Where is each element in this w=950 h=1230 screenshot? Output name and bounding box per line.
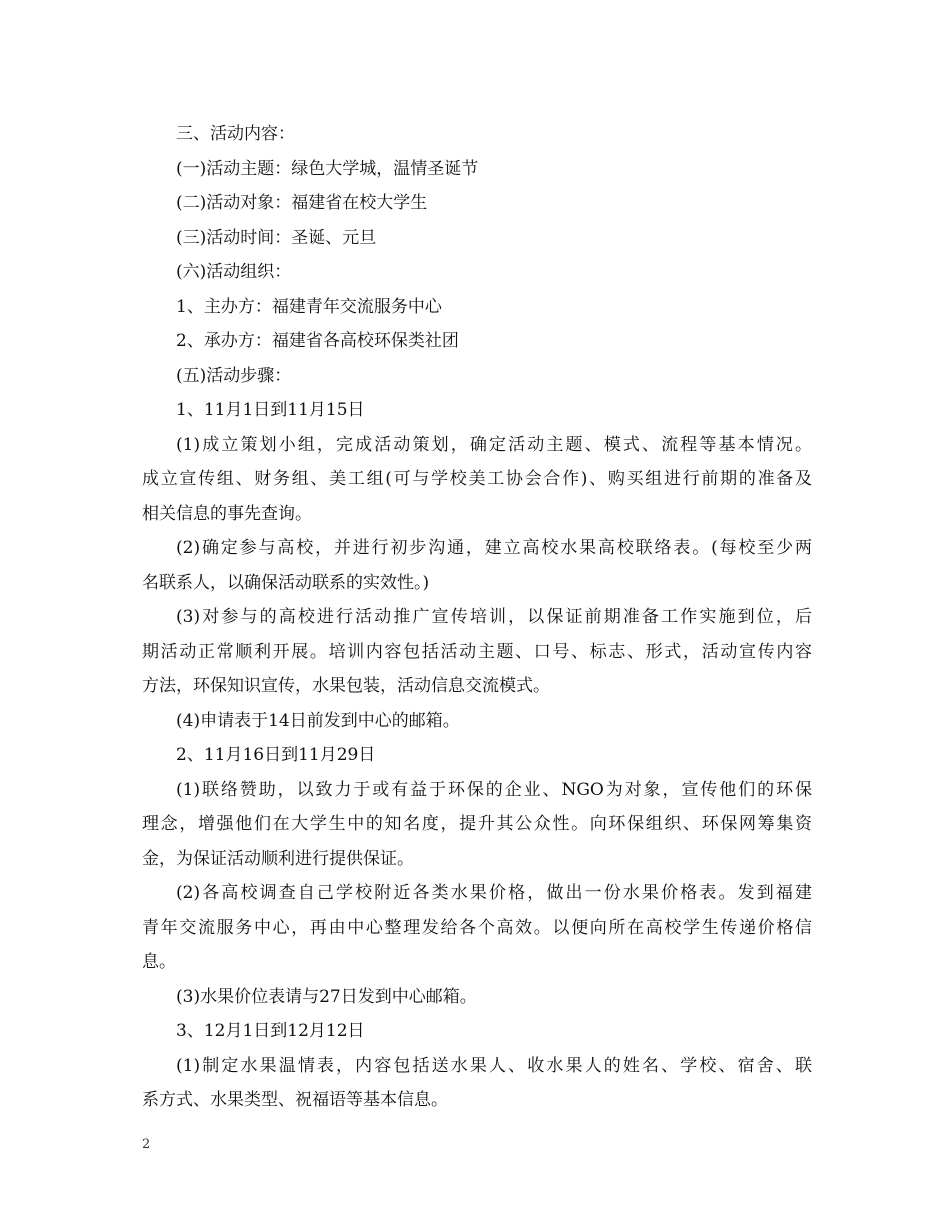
text-line: (五)活动步骤： xyxy=(176,365,292,386)
document-body xyxy=(142,117,812,1118)
text-line: 期活动正常顺利开展。培训内容包括活动主题、口号、标志、形式，活动宣传内容 xyxy=(142,641,812,662)
text-line: (1)成立策划小组，完成活动策划，确定活动主题、模式、流程等基本情况。 xyxy=(176,434,812,455)
text-line: 金，为保证活动顺利进行提供保证。 xyxy=(142,848,414,869)
text-line: (2)确定参与高校，并进行初步沟通，建立高校水果高校联络表。(每校至少两 xyxy=(176,538,812,558)
text-line: 2、承办方：福建省各高校环保类社团 xyxy=(176,331,459,351)
text-line: 三、活动内容： xyxy=(176,124,295,144)
text-line: 1、11月1日到11月15日 xyxy=(176,400,365,420)
text-line: 3、12月1日到12月12日 xyxy=(176,1021,365,1041)
text-line: 系方式、水果类型、祝福语等基本信息。 xyxy=(142,1090,448,1110)
text-line: (3)水果价位表请与27日发到中心邮箱。 xyxy=(176,986,477,1007)
page-number: 2 xyxy=(142,1137,151,1152)
text-line: 青年交流服务中心，再由中心整理发给各个高效。以便向所在高校学生传递价格信 xyxy=(142,917,812,938)
text-line: 成立宣传组、财务组、美工组(可与学校美工协会合作)、购买组进行前期的准备及 xyxy=(142,469,812,489)
text-line: (3)对参与的高校进行活动推广宣传培训，以保证前期准备工作实施到位，后 xyxy=(176,607,812,627)
text-line: (1)制定水果温情表，内容包括送水果人、收水果人的姓名、学校、宿舍、联 xyxy=(176,1055,812,1076)
text-line: 相关信息的事先查询。 xyxy=(142,503,312,524)
text-line: (六)活动组织： xyxy=(176,262,292,282)
text-line: 方法，环保知识宣传，水果包装，活动信息交流模式。 xyxy=(142,676,550,696)
text-line: (4)申请表于14日前发到中心的邮箱。 xyxy=(176,710,460,731)
text-line: 理念，增强他们在大学生中的知名度，提升其公众性。向环保组织、环保网筹集资 xyxy=(142,814,812,834)
text-line: (1)联络赞助，以致力于或有益于环保的企业、NGO为对象，宣传他们的环保 xyxy=(176,779,812,800)
text-line: (一)活动主题：绿色大学城，温情圣诞节 xyxy=(176,158,479,179)
text-line: (二)活动对象：福建省在校大学生 xyxy=(176,193,428,213)
text-line: 1、主办方：福建青年交流服务中心 xyxy=(176,296,442,317)
text-line: 名联系人，以确保活动联系的实效性。) xyxy=(142,572,430,593)
text-line: (2)各高校调查自己学校附近各类水果价格，做出一份水果价格表。发到福建 xyxy=(176,883,812,903)
text-line: 2、11月16日到11月29日 xyxy=(176,745,376,765)
text-line: 息。 xyxy=(142,952,176,972)
text-line: (三)活动时间：圣诞、元旦 xyxy=(176,227,377,248)
